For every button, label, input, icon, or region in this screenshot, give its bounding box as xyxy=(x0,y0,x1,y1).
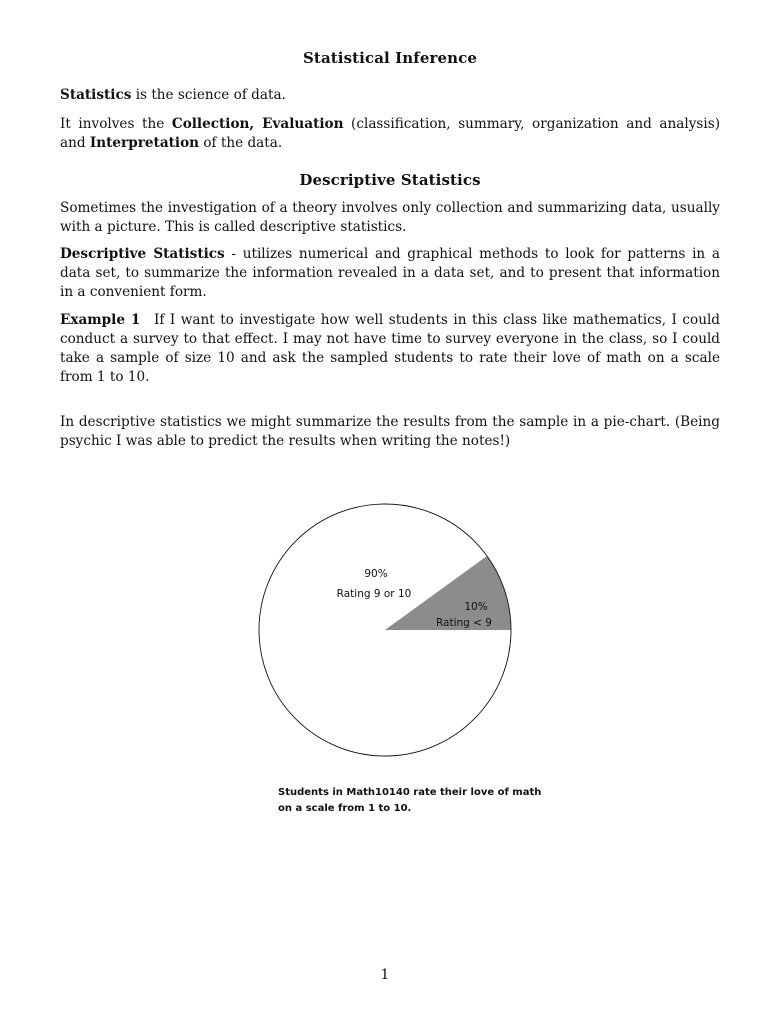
paragraph-example-1 xyxy=(60,311,720,387)
term-statistics: Statistics xyxy=(60,87,132,103)
pie-chart-svg xyxy=(250,490,530,770)
involves-text-c: (classification, summary, organization and analysis) and xyxy=(60,116,720,151)
paragraph-pie-chart-intro: In descriptive statistics we might summarize the results from the sample in a pie-chart. (Being psychic I was able to predict the results when writing the notes!) xyxy=(60,414,720,449)
section-title-descriptive-statistics: Descriptive Statistics xyxy=(299,171,481,189)
statistics-definition-text: is the science of data. xyxy=(131,87,286,103)
term-interpretation: Interpretation xyxy=(89,135,200,151)
paragraph-statistics-definition xyxy=(60,86,720,105)
involves-text-a: It involves the xyxy=(60,116,172,132)
page-title: Statistical Inference xyxy=(303,49,477,67)
pie-label-name-rating-below-9: Rating < 9 xyxy=(435,617,493,629)
descriptive-definition-text: - utilizes numerical and graphical methods to look for patterns in a data set, to summarize the information revealed in a data set, and to present that information in a convenient form. xyxy=(60,246,720,300)
chart-caption-line-2: on a scale from 1 to 10. xyxy=(278,803,412,814)
paragraph-descriptive-intro: Sometimes the investigation of a theory involves only collection and summarizing data, usually with a picture. This is called descriptive statistics. xyxy=(60,200,720,235)
example-text: If I want to investigate how well students in this class like mathematics, I could conduct a survey to that effect. I may not have time to survey everyone in the class, so I could take a sample of size 10 and ask the sampled students to rate their love of math on a scale from 1 to 10. xyxy=(60,312,720,385)
pie-label-value-rating-below-9: 10% xyxy=(464,601,488,613)
paragraph-statistics-involves xyxy=(60,115,720,153)
pie-label-value-rating-9-or-10: 90% xyxy=(364,568,388,580)
involves-text-d: of the data. xyxy=(199,135,283,151)
chart-caption xyxy=(278,785,541,817)
paragraph-descriptive-definition xyxy=(60,245,720,302)
term-descriptive-statistics: Descriptive Statistics xyxy=(60,246,225,262)
pie-label-name-rating-9-or-10: Rating 9 or 10 xyxy=(336,588,412,600)
page-number: 1 xyxy=(380,967,390,983)
pie-chart xyxy=(250,490,530,770)
chart-caption-line-1: Students in Math10140 rate their love of math xyxy=(278,787,542,798)
example-label: Example 1 xyxy=(60,312,141,328)
term-collection-evaluation: Collection, Evaluation xyxy=(171,116,344,132)
